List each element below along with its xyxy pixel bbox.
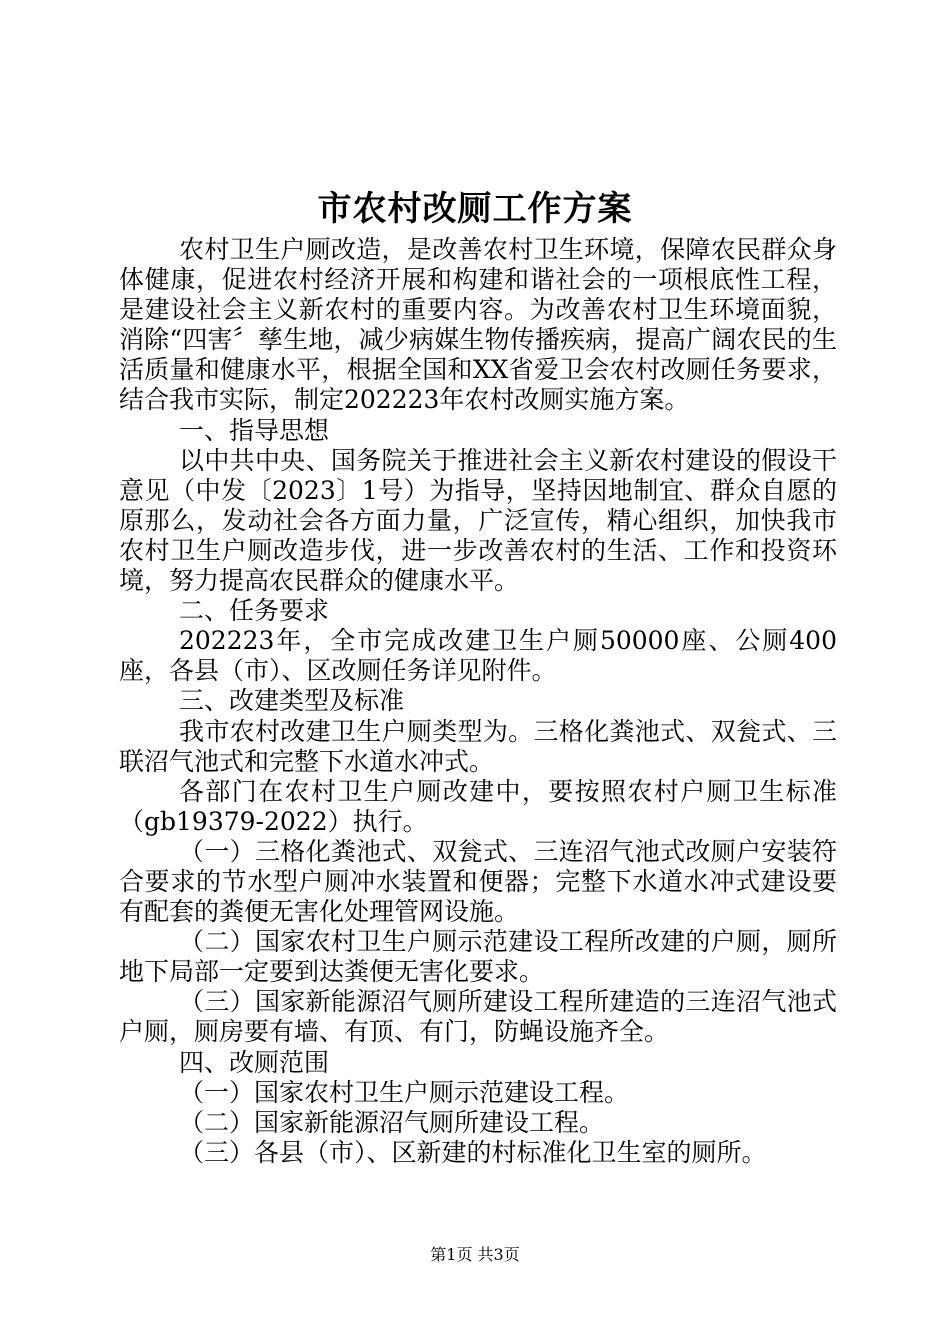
standards-paragraph: 各部门在农村卫生户厕改建中，要按照农村户厕卫生标准（gb19379-2022）执行。 xyxy=(119,776,837,836)
intro-paragraph: 农村卫生户厕改造，是改善农村卫生环境，保障农民群众身体健康，促进农村经济开展和构建和谐社会的一项根底性工程，是建设社会主义新农村的重要内容。为改善农村卫生环境面貌，消除“四害〞孳生地，减少病媒生物传播疾病，提高广阔农民的生活质量和健康水平，根据全国和XX省爱卫会农村改厕任务要求，结合我市实际，制定202223年农村改厕实施方案。 xyxy=(119,235,837,415)
section-heading-task-requirements: 二、任务要求 xyxy=(179,596,330,626)
document-body xyxy=(119,235,837,1168)
section-heading-guiding-principle: 一、指导思想 xyxy=(179,415,330,445)
standard-item-1: （一）三格化粪池式、双瓮式、三连沼气池式改厕户安装符合要求的节水型户厕冲水装置和便器；完整下水道水冲式建设要有配套的粪便无害化处理管网设施。 xyxy=(119,836,837,927)
task-requirements-paragraph: 202223年，全市完成改建卫生户厕50000座、公厕400座，各县（市）、区改厕任务详见附件。 xyxy=(119,626,837,686)
scope-item-1: （一）国家农村卫生户厕示范建设工程。 xyxy=(179,1077,630,1107)
scope-item-2: （二）国家新能源沼气厕所建设工程。 xyxy=(179,1107,605,1137)
page-footer: 第1页 共3页 xyxy=(430,1245,520,1264)
section-heading-types-and-standards: 三、改建类型及标准 xyxy=(179,686,405,716)
types-paragraph: 我市农村改建卫生户厕类型为。三格化粪池式、双瓮式、三联沼气池式和完整下水道水冲式。 xyxy=(119,716,837,776)
section-heading-scope: 四、改厕范围 xyxy=(179,1047,330,1077)
document-title: 市农村改厕工作方案 xyxy=(317,189,633,229)
standard-item-3: （三）国家新能源沼气厕所建设工程所建造的三连沼气池式户厕，厕房要有墙、有顶、有门，防蝇设施齐全。 xyxy=(119,987,837,1047)
standard-item-2: （二）国家农村卫生户厕示范建设工程所改建的户厕，厕所地下局部一定要到达粪便无害化要求。 xyxy=(119,927,837,987)
scope-item-3: （三）各县（市）、区新建的村标准化卫生室的厕所。 xyxy=(179,1137,767,1167)
guiding-principle-paragraph: 以中共中央、国务院关于推进社会主义新农村建设的假设干意见（中发〔2023〕1号）为指导，坚持因地制宜、群众自愿的原那么，发动社会各方面力量，广泛宣传，精心组织，加快我市农村卫生户厕改造步伐，进一步改善农村的生活、工作和投资环境，努力提高农民群众的健康水平。 xyxy=(119,445,837,596)
